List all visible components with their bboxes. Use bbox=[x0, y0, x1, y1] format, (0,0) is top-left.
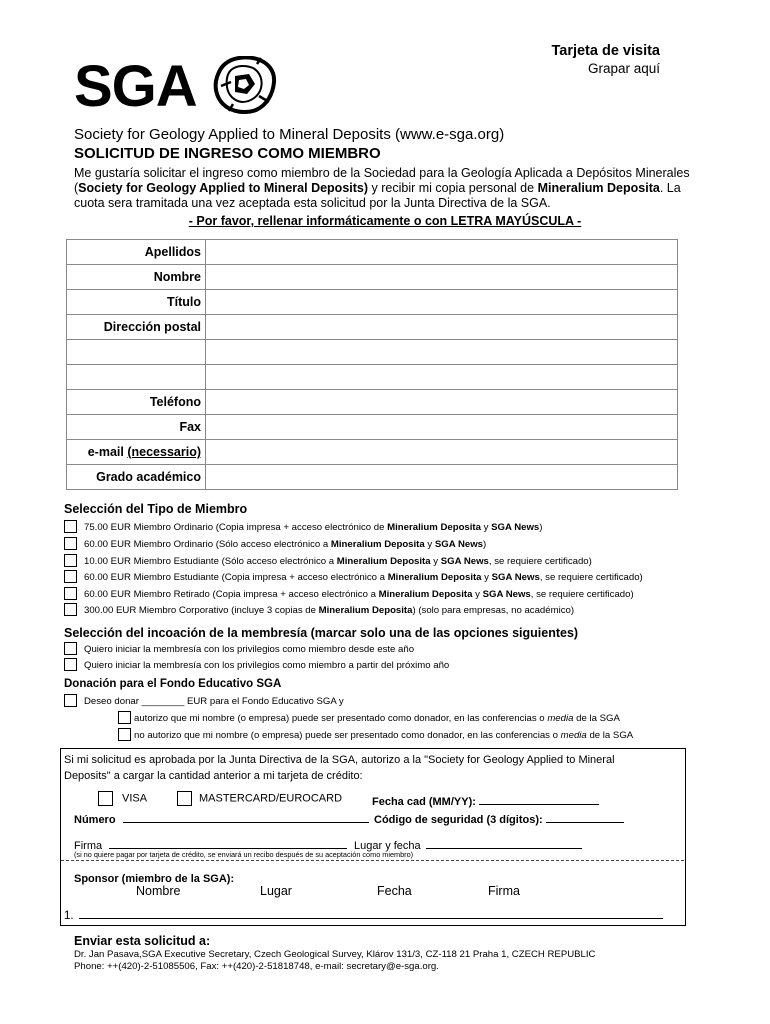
expiry-input[interactable] bbox=[479, 793, 599, 805]
intro-text: Me gustaría solicitar el ingreso como miembro de la Sociedad para la Geología Aplicada a Depósitos Minerales ( bbox=[74, 166, 690, 195]
membership-option bbox=[64, 555, 592, 569]
donation-checkbox[interactable] bbox=[64, 694, 77, 707]
start-option bbox=[64, 659, 449, 673]
address-input-3[interactable] bbox=[206, 365, 678, 390]
donation-not-authorize-option bbox=[118, 729, 633, 743]
mastercard-checkbox[interactable] bbox=[177, 791, 192, 806]
sponsor-row bbox=[64, 907, 663, 922]
membership-checkbox[interactable] bbox=[64, 537, 77, 550]
membership-option bbox=[64, 521, 542, 535]
option-text: ) bbox=[539, 522, 543, 534]
security-code-field bbox=[374, 811, 624, 826]
membership-checkbox[interactable] bbox=[64, 603, 77, 616]
payment-intro: Si mi solicitud es aprobada por la Junta Directiva de la SGA, autorizo a la "Society for Geology Applied to Mineral Deposits" a cargar la cantidad anterior a mi tarjeta de crédito: bbox=[64, 754, 615, 782]
mastercard-label: MASTERCARD/EUROCARD bbox=[199, 792, 343, 805]
sga-logo-text: SGA bbox=[74, 54, 197, 119]
field-label: Fax bbox=[67, 415, 206, 440]
donation-option bbox=[64, 695, 344, 709]
option-text: de la SGA bbox=[573, 713, 620, 725]
membership-option bbox=[64, 571, 643, 585]
option-bold: Mineralium Deposita bbox=[336, 556, 431, 568]
membership-checkbox[interactable] bbox=[64, 520, 77, 533]
expiry-label: Fecha cad (MM/YY): bbox=[372, 796, 479, 808]
option-bold: SGA News bbox=[434, 539, 484, 551]
option-text: y bbox=[481, 572, 492, 584]
field-row-title bbox=[67, 290, 678, 315]
membership-section-title: Selección del Tipo de Miembro bbox=[64, 502, 248, 516]
society-name: Society for Geology Applied to Mineral Deposits (www.e-sga.org) bbox=[74, 126, 505, 143]
option-bold: SGA News bbox=[440, 556, 489, 568]
intro-bold-society: Society for Geology Applied to Mineral Deposits) bbox=[78, 181, 369, 195]
donation-authorize-option bbox=[118, 712, 620, 726]
sponsor-row-number: 1. bbox=[64, 910, 74, 922]
field-row-address-3 bbox=[67, 365, 678, 390]
membership-option bbox=[64, 538, 486, 552]
field-label: Dirección postal bbox=[67, 315, 206, 340]
intro-text: . La cuota sera tramitada una vez aceptada esta solicitud por la Junta Directiva de la SGA. bbox=[74, 181, 681, 210]
option-text: 60.00 EUR Miembro Estudiante (Copia impresa + acceso electrónico a bbox=[84, 572, 388, 584]
field-row-phone bbox=[67, 390, 678, 415]
field-row-address-2 bbox=[67, 340, 678, 365]
option-text: Quiero iniciar la membresía con los privilegios como miembro a partir del próximo año bbox=[84, 660, 450, 672]
address-input-1[interactable] bbox=[206, 315, 678, 340]
personal-data-table bbox=[66, 239, 678, 490]
mastercard-option bbox=[177, 791, 342, 806]
option-text: Quiero iniciar la membresía con los privilegios como miembro desde este año bbox=[84, 644, 415, 656]
option-text: de la SGA bbox=[586, 730, 634, 742]
fill-instruction: - Por favor, rellenar informáticamente o con LETRA MAYÚSCULA - bbox=[188, 214, 582, 228]
field-row-address bbox=[67, 315, 678, 340]
email-required-note: (necessario) bbox=[127, 445, 201, 459]
option-text: , se requiere certificado) bbox=[488, 556, 592, 568]
field-label: Grado académico bbox=[67, 465, 206, 490]
intro-paragraph bbox=[74, 166, 704, 211]
start-this-year-checkbox[interactable] bbox=[64, 642, 77, 655]
place-date-label: Lugar y fecha bbox=[354, 840, 421, 852]
sga-emblem-icon bbox=[213, 56, 277, 114]
sponsor-col-signature: Firma bbox=[488, 884, 520, 898]
signature-input[interactable] bbox=[109, 837, 347, 849]
option-bold: Mineralium Deposita bbox=[387, 522, 481, 534]
field-label: Nombre bbox=[67, 265, 206, 290]
option-text: 60.00 EUR Miembro Retirado (Copia impresa + acceso electrónico a bbox=[84, 589, 379, 601]
business-card-title: Tarjeta de visita bbox=[551, 43, 660, 59]
field-label: Título bbox=[67, 290, 206, 315]
option-text: ) (solo para empresas, no académico) bbox=[412, 605, 575, 617]
option-text: , se requiere certificado) bbox=[539, 572, 643, 584]
card-number-label: Número bbox=[74, 814, 116, 826]
place-date-input[interactable] bbox=[426, 837, 582, 849]
field-label bbox=[67, 365, 206, 390]
option-bold: Mineralium Deposita bbox=[330, 539, 425, 551]
start-option bbox=[64, 643, 414, 657]
option-text: Deseo donar ________ EUR para el Fondo Educativo SGA y bbox=[84, 696, 344, 708]
membership-checkbox[interactable] bbox=[64, 570, 77, 583]
option-text: no autorizo que mi nombre (o empresa) puede ser presentado como donador, en las conferencias o bbox=[134, 730, 561, 742]
field-label: Teléfono bbox=[67, 390, 206, 415]
business-card-subtitle: Grapar aquí bbox=[587, 61, 660, 76]
degree-input[interactable] bbox=[206, 465, 678, 490]
membership-checkbox[interactable] bbox=[64, 554, 77, 567]
send-contact: Phone: ++(420)-2-51085506, Fax: ++(420)-2-51818748, e-mail: secretary@e-sga.org. bbox=[74, 961, 439, 972]
name-input[interactable] bbox=[206, 265, 678, 290]
sponsor-title: Sponsor (miembro de la SGA): bbox=[74, 873, 235, 885]
expiry-field bbox=[372, 793, 599, 808]
payment-note: (si no quiere pagar por tarjeta de crédito, se enviará un recibo después de su aceptación como miembro) bbox=[74, 850, 414, 859]
field-label: Apellidos bbox=[67, 240, 206, 265]
intro-bold-journal: Mineralium Deposita bbox=[537, 181, 660, 195]
membership-option bbox=[64, 588, 634, 602]
option-bold: SGA News bbox=[482, 589, 531, 601]
sponsor-col-place: Lugar bbox=[260, 884, 292, 898]
not-authorize-checkbox[interactable] bbox=[118, 728, 131, 741]
option-text: ) bbox=[483, 539, 487, 551]
card-number-field bbox=[74, 811, 369, 826]
option-text: autorizo que mi nombre (o empresa) puede ser presentado como donador, en las conferencias o bbox=[134, 713, 548, 725]
field-label bbox=[67, 440, 206, 465]
option-bold: SGA News bbox=[491, 522, 540, 534]
sponsor-input[interactable] bbox=[79, 907, 663, 919]
option-text: 300.00 EUR Miembro Corporativo (incluye 3 copias de bbox=[84, 605, 319, 617]
field-row-degree bbox=[67, 465, 678, 490]
membership-checkbox[interactable] bbox=[64, 587, 77, 600]
option-text: , se requiere certificado) bbox=[530, 589, 634, 601]
fax-input[interactable] bbox=[206, 415, 678, 440]
option-text: 10.00 EUR Miembro Estudiante (Sólo acceso electrónico a bbox=[84, 556, 337, 568]
send-address: Dr. Jan Pasava,SGA Executive Secretary, Czech Geological Survey, Klárov 131/3, CZ-118 21 Praha 1, CZECH REPUBLIC bbox=[74, 949, 596, 960]
visa-option bbox=[98, 791, 147, 806]
sponsor-col-date: Fecha bbox=[377, 884, 412, 898]
option-bold: Mineralium Deposita bbox=[387, 572, 482, 584]
security-code-label: Código de seguridad (3 dígitos): bbox=[374, 814, 546, 826]
visa-label: VISA bbox=[122, 792, 148, 805]
intro-text: y recibir mi copia personal de bbox=[368, 181, 538, 195]
field-row-fax bbox=[67, 415, 678, 440]
phone-input[interactable] bbox=[206, 390, 678, 415]
signature-label: Firma bbox=[74, 840, 103, 852]
field-row-email bbox=[67, 440, 678, 465]
option-bold: SGA News bbox=[491, 572, 540, 584]
option-text: y bbox=[472, 589, 483, 601]
donation-section-title: Donación para el Fondo Educativo SGA bbox=[64, 678, 282, 690]
option-text: y bbox=[430, 556, 441, 568]
authorize-checkbox[interactable] bbox=[118, 711, 131, 724]
security-code-input[interactable] bbox=[546, 811, 624, 823]
address-input-2[interactable] bbox=[206, 340, 678, 365]
divider bbox=[61, 860, 684, 861]
option-bold: Mineralium Deposita bbox=[318, 605, 413, 617]
title-input[interactable] bbox=[206, 290, 678, 315]
media-text: media bbox=[560, 730, 587, 742]
email-label: e-mail bbox=[87, 445, 124, 459]
field-label bbox=[67, 340, 206, 365]
option-text: y bbox=[424, 539, 435, 551]
field-row-name bbox=[67, 265, 678, 290]
option-text: y bbox=[480, 522, 492, 534]
form-title: SOLICITUD DE INGRESO COMO MIEMBRO bbox=[74, 145, 381, 162]
membership-option bbox=[64, 604, 574, 618]
send-title: Enviar esta solicitud a: bbox=[74, 934, 211, 948]
option-text: 60.00 EUR Miembro Ordinario (Sólo acceso electrónico a bbox=[84, 539, 331, 551]
start-section-title: Selección del incoación de la membresía (marcar solo una de las opciones siguientes) bbox=[64, 626, 579, 640]
sponsor-col-name: Nombre bbox=[136, 884, 181, 898]
visa-checkbox[interactable] bbox=[98, 791, 113, 806]
field-row-surname bbox=[67, 240, 678, 265]
email-input[interactable] bbox=[206, 440, 678, 465]
surname-input[interactable] bbox=[206, 240, 678, 265]
option-bold: Mineralium Deposita bbox=[378, 589, 473, 601]
option-text: 75.00 EUR Miembro Ordinario (Copia impresa + acceso electrónico de bbox=[84, 522, 388, 534]
start-next-year-checkbox[interactable] bbox=[64, 658, 77, 671]
card-number-input[interactable] bbox=[123, 811, 369, 823]
media-text: media bbox=[547, 713, 574, 725]
